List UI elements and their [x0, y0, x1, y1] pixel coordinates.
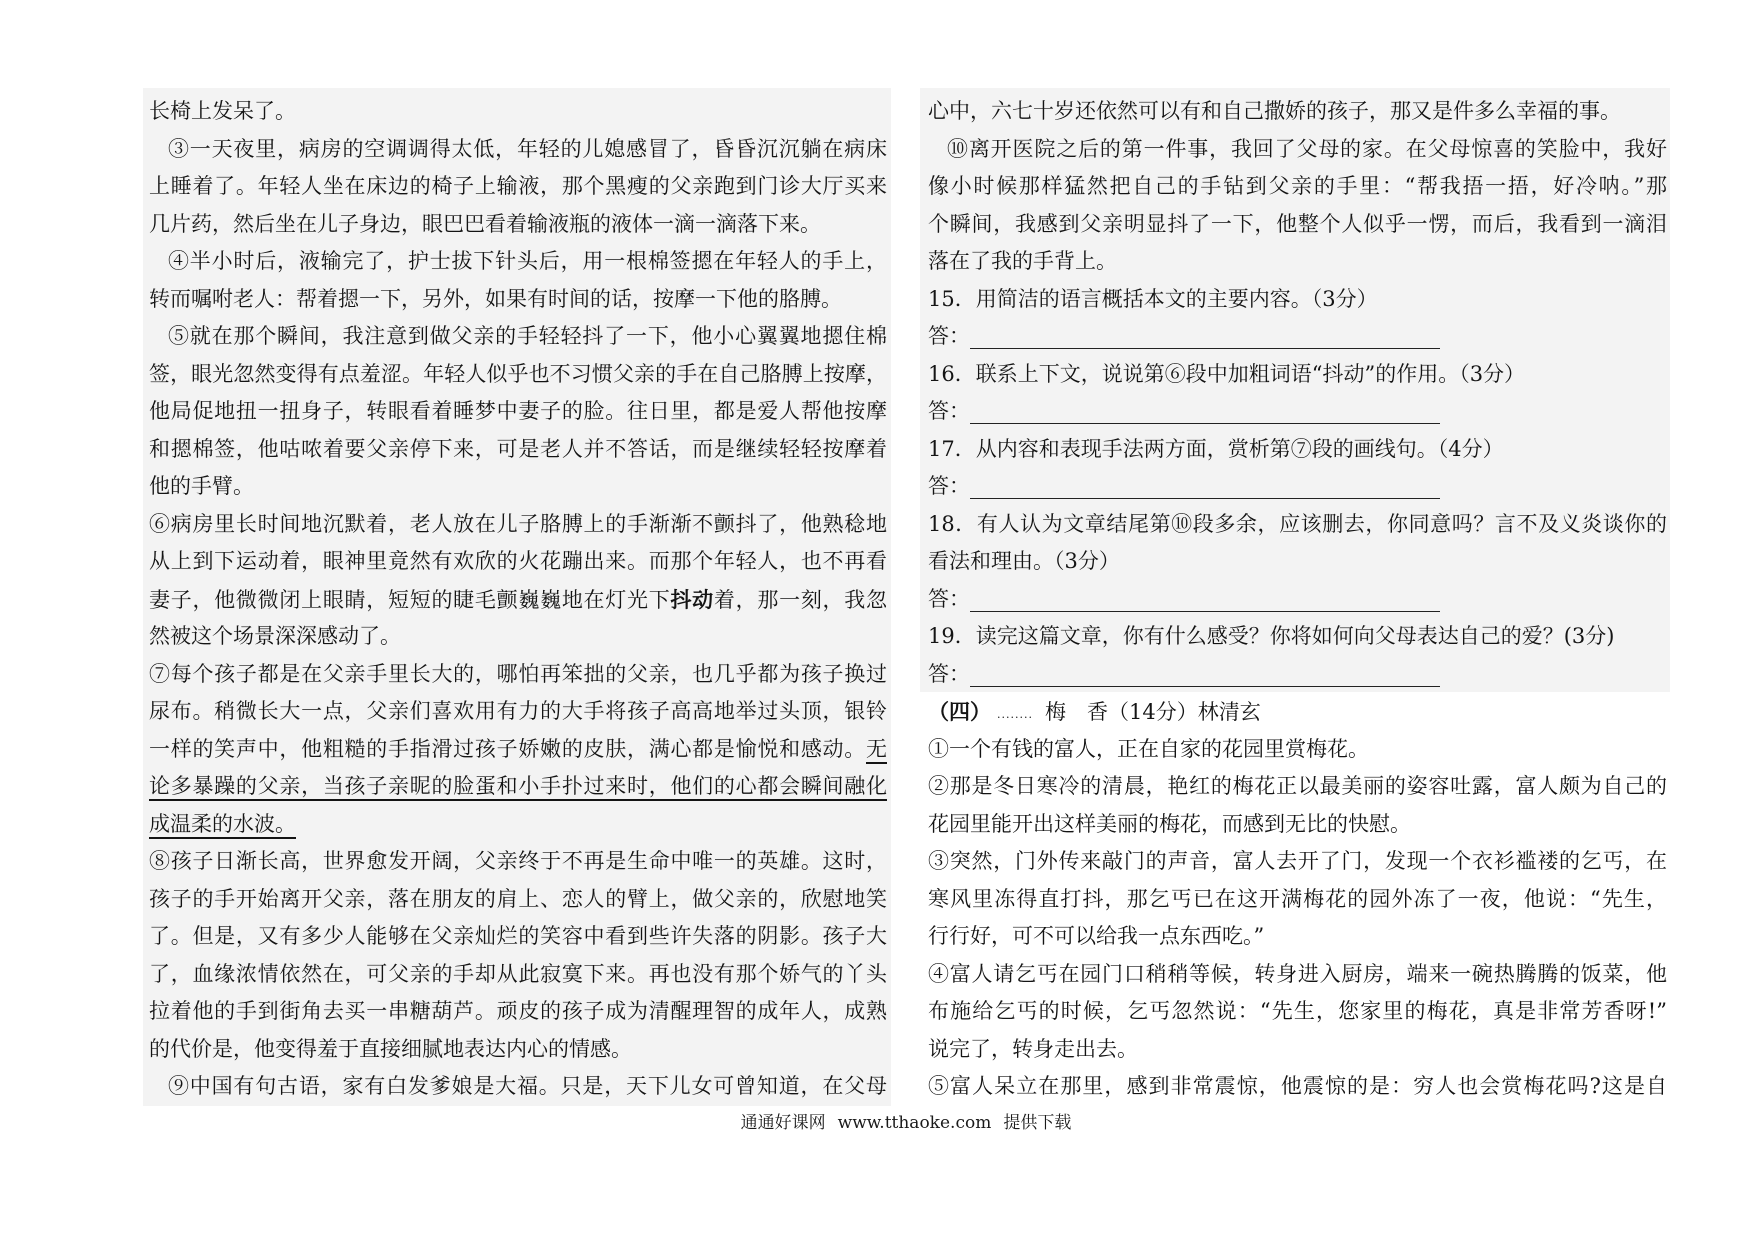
text-line: 从上到下运动着，眼神里竟然有欢欣的火花蹦出来。而那个年轻人，也不再看	[149, 549, 887, 573]
right-column	[928, 93, 1667, 1106]
paragraph-5-start: ⑤就在那个瞬间，我注意到做父亲的手轻轻抖了一下，他小心翼翼地摁住棉	[168, 324, 887, 348]
text-line: 他局促地扭一扭身子，转眼看着睡梦中妻子的脸。往日里，都是爱人帮他按摩	[149, 399, 887, 423]
text-line-with-underline	[149, 731, 887, 769]
paragraph-8-start: ⑧孩子日渐长高，世界愈发开阔，父亲终于不再是生命中唯一的英雄。这时，	[149, 849, 887, 873]
text-line: 了，血缘浓情依然在，可父亲的手却从此寂寞下来。再也没有那个娇气的丫头	[149, 961, 887, 986]
text-line: 寒风里冻得直打抖，那乞丐已在这开满梅花的园外冻了一夜，他说：“先生，	[928, 886, 1667, 911]
footer-url: www.tthaoke.com	[837, 1113, 992, 1133]
answer-blank	[970, 401, 1440, 424]
section-heading	[928, 693, 1667, 731]
underlined-line	[149, 806, 887, 844]
page-footer	[700, 1110, 1112, 1136]
bold-word-doudong: 抖动	[670, 586, 714, 612]
text-line: 他的手臂。	[149, 474, 254, 498]
answer-line-15	[928, 318, 1667, 356]
left-column	[149, 93, 887, 1106]
paragraph-10-start: ⑩离开医院之后的第一件事，我回了父母的家。在父母惊喜的笑脸中，我好	[947, 136, 1667, 161]
text-line: 说完了，转身走出去。	[928, 1036, 1138, 1061]
text-segment: 一样的笑声中，他粗糙的手指滑过孩子娇嫩的皮肤，满心都是愉悦和感动。	[149, 736, 866, 761]
answer-label: 答：	[928, 474, 970, 498]
text-line: 上睡着了。年轻人坐在床边的椅子上输液，那个黑瘦的父亲跑到门诊大厅买来	[149, 174, 887, 198]
text-line: 长椅上发呆了。	[149, 99, 296, 123]
question-17: 17．从内容和表现手法两方面，赏析第⑦段的画线句。（4分）	[928, 436, 1504, 461]
text-segment: 着，那一刻，我忽	[713, 587, 887, 612]
text-line: 像小时候那样猛然把自己的手钻到父亲的手里：“帮我捂一捂，好冷呐。”那	[928, 174, 1667, 198]
text-line: 行行好，可不可以给我一点东西吃。”	[928, 924, 1265, 948]
text-line: 落在了我的手背上。	[928, 249, 1117, 273]
answer-label: 答：	[928, 399, 970, 423]
text-line: 布施给乞丐的时候，乞丐忽然说：“先生，您家里的梅花，真是非常芳香呀!”	[928, 999, 1667, 1023]
underlined-sentence-start: 无	[866, 736, 887, 761]
paragraph-7-start: ⑦每个孩子都是在父亲手里长大的，哪怕再笨拙的父亲，也几乎都为孩子换过	[149, 661, 887, 686]
text-line: ②那是冬日寒冷的清晨，艳红的梅花正以最美丽的姿容吐露，富人颇为自己的	[928, 774, 1667, 798]
paragraph-6-start: ⑥病房里长时间地沉默着，老人放在儿子胳膊上的手渐渐不颤抖了，他熟稔地	[149, 511, 887, 536]
question-18-continued: 看法和理由。（3分）	[928, 549, 1120, 573]
text-line: 了。但是，又有多少人能够在父亲灿烂的笑容中看到些许失落的阴影。孩子大	[149, 924, 887, 948]
text-line: ⑤富人呆立在那里，感到非常震惊，他震惊的是：穷人也会赏梅花吗?这是自	[928, 1074, 1667, 1098]
text-line: 孩子的手开始离开父亲，落在朋友的肩上、恋人的臂上，做父亲的，欣慰地笑	[149, 886, 887, 911]
text-line: ①一个有钱的富人，正在自家的花园里赏梅花。	[928, 736, 1369, 761]
text-segment: 妻子，他微微闭上眼睛，短短的睫毛颤巍巍地在灯光下	[149, 587, 671, 612]
footer-note: 提供下载	[1003, 1113, 1072, 1133]
article-title: 梅 香	[1044, 700, 1108, 724]
text-line: 签，眼光忽然变得有点羞涩。年轻人似乎也不习惯父亲的手在自己胳膊上按摩，	[149, 361, 887, 386]
section-score: （14分）	[1107, 700, 1198, 724]
text-line: 拉着他的手到街角去买一串糖葫芦。顽皮的孩子成为清醒理智的成年人，成熟	[149, 999, 887, 1023]
text-line: 个瞬间，我感到父亲明显抖了一下，他整个人似乎一愣，而后，我看到一滴泪	[928, 211, 1667, 236]
answer-label: 答：	[928, 324, 970, 348]
article-author: 林清玄	[1197, 700, 1261, 724]
answer-line-17	[928, 468, 1667, 506]
question-18: 18．有人认为文章结尾第⑩段多余，应该删去，你同意吗？言不及义炎谈你的	[928, 511, 1667, 536]
text-line: 转而嘱咐老人：帮着摁一下，另外，如果有时间的话，按摩一下他的胳膊。	[149, 286, 842, 311]
answer-line-16	[928, 393, 1667, 431]
answer-blank	[970, 664, 1440, 687]
footer-site-name: 通通好课网	[740, 1113, 826, 1133]
answer-label: 答：	[928, 586, 970, 611]
section-number: （四）	[928, 699, 991, 724]
text-line: 和摁棉签，他咕哝着要父亲停下来，可是老人并不答话，而是继续轻轻按摩着	[149, 436, 887, 461]
paragraph-4-start: ④半小时后，液输完了，护士拔下针头后，用一根棉签摁在年轻人的手上，	[168, 249, 887, 273]
text-line: 的代价是，他变得羞于直接细腻地表达内心的情感。	[149, 1036, 632, 1061]
heading-dots: ........	[997, 708, 1033, 721]
text-line: 心中，六七十岁还依然可以有和自己撒娇的孩子，那又是件多么幸福的事。	[928, 99, 1621, 123]
text-line: 花园里能开出这样美丽的梅花，而感到无比的快慰。	[928, 811, 1411, 836]
answer-label: 答：	[928, 661, 970, 686]
paragraph-9-start: ⑨中国有句古语，家有白发爹娘是大福。只是，天下儿女可曾知道，在父母	[168, 1074, 887, 1098]
text-line: 尿布。稍微长大一点，父亲们喜欢用有力的大手将孩子高高地举过头顶，银铃	[149, 699, 887, 723]
answer-blank	[970, 476, 1440, 499]
question-15: 15．用简洁的语言概括本文的主要内容。（3分）	[928, 286, 1378, 311]
text-line: 然被这个场景深深感动了。	[149, 624, 401, 648]
underlined-line	[149, 768, 887, 806]
answer-line-19	[928, 656, 1667, 694]
answer-blank	[970, 589, 1440, 612]
text-line-with-bold-word	[149, 581, 887, 619]
text-line: ③突然，门外传来敲门的声音，富人去开了门，发现一个衣衫褴褛的乞丐，在	[928, 849, 1667, 873]
answer-line-18	[928, 581, 1667, 619]
answer-blank	[970, 326, 1440, 349]
question-16: 16．联系上下文，说说第⑥段中加粗词语“抖动”的作用。（3分）	[928, 361, 1526, 386]
underlined-sentence-end: 成温柔的水波。	[149, 811, 296, 836]
text-line: 几片药，然后坐在儿子身边，眼巴巴看着输液瓶的液体一滴一滴落下来。	[149, 211, 821, 236]
question-19: 19．读完这篇文章，你有什么感受？你将如何向父母表达自己的爱？(3分)	[928, 624, 1615, 648]
text-line: ④富人请乞丐在园门口稍稍等候，转身进入厨房，端来一碗热腾腾的饭菜，他	[928, 961, 1667, 986]
underlined-sentence: 论多暴躁的父亲，当孩子亲昵的脸蛋和小手扑过来时，他们的心都会瞬间融化	[149, 774, 887, 798]
paragraph-3-start: ③一天夜里，病房的空调调得太低，年轻的儿媳感冒了，昏昏沉沉躺在病床	[168, 136, 887, 161]
